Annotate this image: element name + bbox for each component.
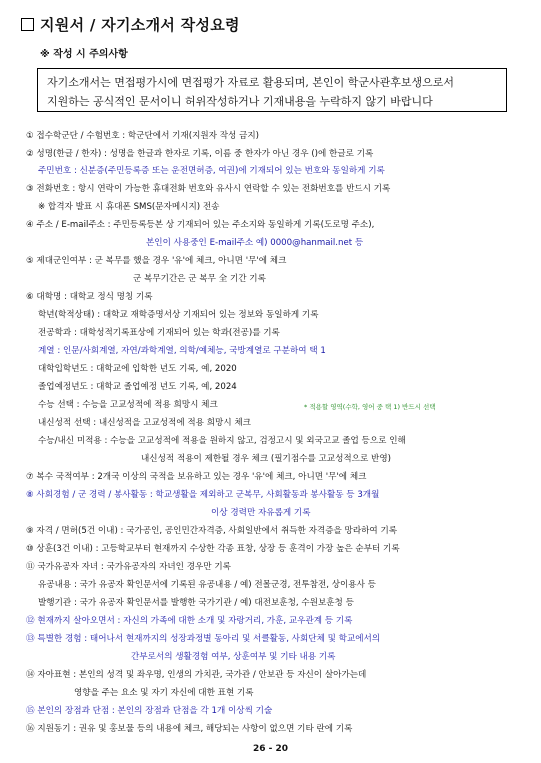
notice-line: 지원하는 공식적인 문서이니 허위작성하거나 기재내용을 누락하지 않기 바랍니다 <box>47 95 433 108</box>
instruction-line: ※ 합격자 발표 시 휴대폰 SMS(문자메시지) 전송 <box>38 202 220 212</box>
page-title <box>21 14 240 35</box>
page-number: 26 - 20 <box>252 744 289 754</box>
instruction-line: ⑭ 자아표현 : 본인의 성격 및 좌우명, 인생의 가치관, 국가관 / 안보관 등 자신이 살아가는데 <box>26 670 367 680</box>
subheading: ※ 작성 시 주의사항 <box>40 49 128 60</box>
instruction-line: ② 성명(한글 / 한자) : 성명을 한글과 한자로 기록, 이름 중 한자가 아닌 경우 ()에 한글로 기록 <box>26 149 374 159</box>
instruction-line: 영향을 주는 요소 및 자기 자신에 대한 표현 기록 <box>74 688 254 698</box>
instruction-line: 유공내용 : 국가 유공자 확인문서에 기록된 유공내용 / 예) 전몰군경, 전투참전, 상이용사 등 <box>38 580 376 590</box>
instruction-line: 군 복무기간은 군 복무 全 기간 기록 <box>133 274 266 284</box>
score-area-note: * 적용할 영역(수학, 영어 중 택 1) 반드시 선택 <box>304 403 436 411</box>
instruction-line: 이상 경력만 자유롭게 기록 <box>211 508 311 518</box>
instruction-line: 수능 선택 : 수능을 고교성적에 적용 희망시 체크 <box>38 400 218 410</box>
instruction-line: 수능/내신 미적용 : 수능을 고교성적에 적용을 원하지 않고, 검정고시 및 외국고교 졸업 등으로 인해 <box>38 436 406 446</box>
instruction-line: ⑫ 현재까지 살아오면서 : 자신의 가족에 대한 소개 및 자랑거리, 가훈, 교우관계 등 기록 <box>26 616 353 626</box>
instruction-line: 간부로서의 생활경험 여부, 상훈여부 및 기타 내용 기록 <box>131 652 336 662</box>
instruction-line: ⑨ 자격 / 면허(5건 이내) : 국가공인, 공인민간자격증, 사회일반에서 취득한 자격증을 망라하여 기록 <box>26 526 398 536</box>
instruction-line: 내신성적 선택 : 내신성적을 고교성적에 적용 희망시 체크 <box>38 418 251 428</box>
instruction-line: 본인이 사용중인 E-mail주소 예) 0000@hanmail.net 등 <box>146 238 364 248</box>
instruction-line: ⑤ 제대군인여부 : 군 복무를 했을 경우 '유'에 체크, 아니면 '무'에 체크 <box>26 256 287 266</box>
notice-box <box>37 68 507 112</box>
instruction-line: 학년(학적상태) : 대학교 재학증명서상 기재되어 있는 정보와 동일하게 기록 <box>38 310 319 320</box>
instruction-line: ① 접수학군단 / 수험번호 : 학군단에서 기재(지원자 작성 금지) <box>26 131 259 141</box>
instruction-line: 대학입학년도 : 대학교에 입학한 년도 기록, 예, 2020 <box>38 364 237 374</box>
instruction-line: ⑦ 복수 국적여부 : 2개국 이상의 국적을 보유하고 있는 경우 '유'에 체크, 아니면 '무'에 체크 <box>26 472 367 482</box>
title-text: 지원서 / 자기소개서 작성요령 <box>40 16 240 34</box>
instruction-line: 전공학과 : 대학성적기록표상에 기재되어 있는 학과(전공)를 기록 <box>38 328 280 338</box>
instruction-line: ⑥ 대학명 : 대학교 정식 명칭 기록 <box>26 292 153 302</box>
instruction-line: 계열 : 인문/사회계열, 자연/과학계열, 의학/예체능, 국방계열로 구분하여 택 1 <box>38 346 326 356</box>
notice-line: 자기소개서는 면접평가시에 면접평가 자료로 활용되며, 본인이 학군사관후보생으로서 <box>47 76 455 89</box>
instruction-line: ⑧ 사회경험 / 군 경력 / 봉사활동 : 학교생활을 제외하고 군복무, 사회활동과 봉사활동 등 3개월 <box>26 490 380 500</box>
instruction-line: 발행기관 : 국가 유공자 확인문서를 발행한 국가기관 / 예) 대전보훈청, 수원보훈청 등 <box>38 598 354 608</box>
instruction-line: ③ 전화번호 : 항시 연락이 가능한 휴대전화 번호와 유사시 연락할 수 있는 전화번호를 반드시 기록 <box>26 184 391 194</box>
instruction-line: ⑬ 특별한 경험 : 태어나서 현재까지의 성장과정별 동아리 및 서클활동, 사회단체 및 학교에서의 <box>26 634 381 644</box>
checkbox-square-icon <box>21 18 34 31</box>
instruction-line: ⑩ 상훈(3건 이내) : 고등학교부터 현재까지 수상한 각종 표창, 상장 등 훈격이 가장 높은 순부터 기록 <box>26 544 400 554</box>
instruction-line: ⑯ 지원동기 : 권유 및 홍보물 등의 내용에 체크, 해당되는 사항이 없으면 기타 란에 기록 <box>26 724 353 734</box>
instruction-line: 졸업예정년도 : 대학교 졸업예정 년도 기록, 예, 2024 <box>38 382 237 392</box>
instruction-line: ⑪ 국가유공자 자녀 : 국가유공자의 자녀인 경우만 기록 <box>26 562 231 572</box>
instruction-line: ④ 주소 / E-mail주소 : 주민등록등본 상 기재되어 있는 주소지와 동일하게 기록(도로명 주소), <box>26 220 375 230</box>
instruction-line: ⑮ 본인의 장점과 단점 : 본인의 장점과 단점을 각 1개 이상씩 기술 <box>26 706 273 716</box>
instruction-line: 주민번호 : 신분증(주민등록증 또는 운전면허증, 여권)에 기재되어 있는 번호와 동일하게 기록 <box>38 166 385 176</box>
instruction-line: 내신성적 적용이 제한될 경우 체크 (필기점수를 고교성적으로 반영) <box>141 454 391 464</box>
